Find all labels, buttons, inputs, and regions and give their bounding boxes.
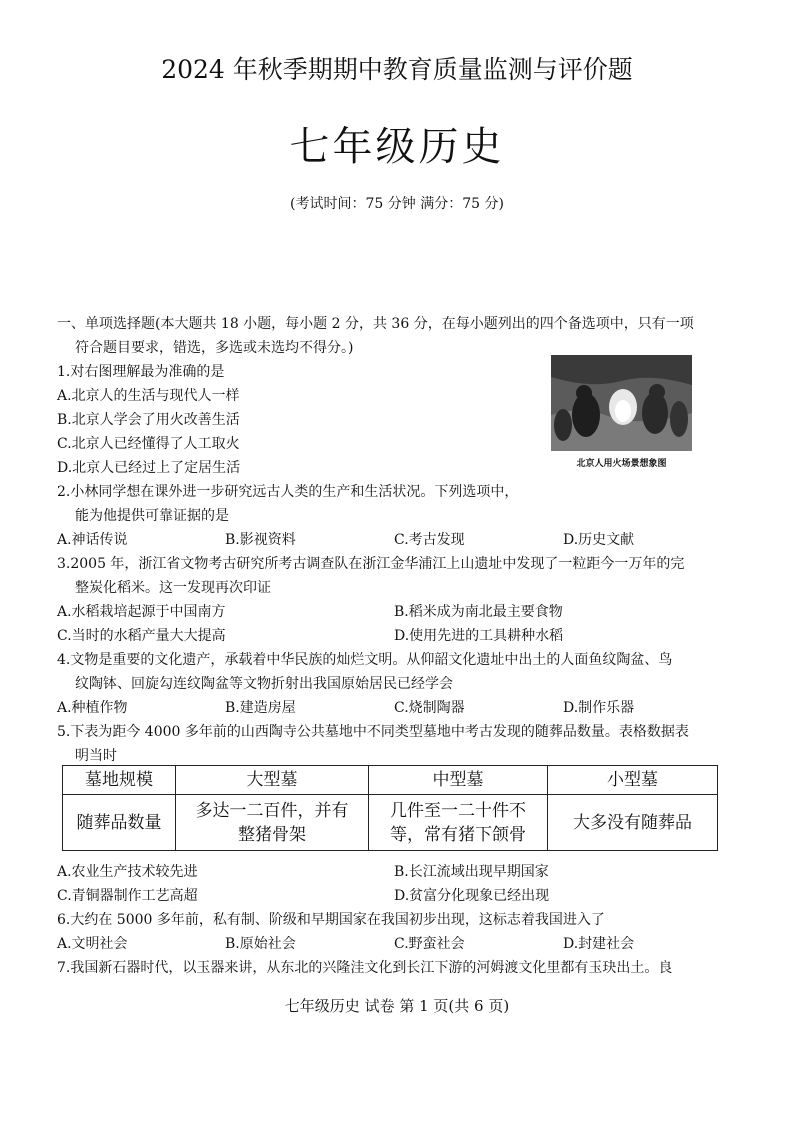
question-option: D.封建社会 (563, 936, 635, 952)
burial-goods-table (62, 765, 718, 851)
peking-man-fire-illustration (551, 355, 692, 451)
table-header: 小型墓 (548, 766, 718, 795)
table-cell (369, 795, 548, 851)
table-row-label: 随葬品数量 (63, 795, 176, 851)
question-option: B.北京人学会了用火改善生活 (57, 412, 240, 428)
figure-caption: 北京人用火场景想象图 (576, 459, 667, 469)
question-stem-cont: 整炭化稻米。这一发现再次印证 (75, 580, 271, 596)
question-option: A.农业生产技术较先进 (57, 864, 198, 880)
question-option: C.北京人已经懂得了人工取火 (57, 436, 240, 452)
question-option: A.种植作物 (57, 700, 128, 716)
question-option: B.稻米成为南北最主要食物 (394, 604, 563, 620)
question-option: D.历史文献 (563, 532, 635, 548)
table-header: 中型墓 (369, 766, 548, 795)
question-option: A.水稻栽培起源于中国南方 (57, 604, 226, 620)
exam-info: (考试时间：75 分钟 满分：75 分) (290, 196, 504, 212)
question-stem-cont: 纹陶钵、回旋勾连纹陶盆等文物折射出我国原始居民已经学会 (75, 676, 453, 692)
section-instruction-cont: 符合题目要求，错选，多选或未选均不得分。) (75, 340, 354, 356)
question-option: B.原始社会 (225, 936, 296, 952)
question-option: D.使用先进的工具耕种水稻 (394, 628, 564, 644)
question-stem: 1.对右图理解最为准确的是 (57, 364, 225, 380)
table-cell-line: 多达一二百件，并有 (195, 800, 349, 821)
question-stem: 5.下表为距今 4000 多年前的山西陶寺公共墓地中不同类型墓地中考古发现的随葬品数量。表格数据表 (57, 724, 689, 740)
table-cell-line: 几件至一二十件不 (390, 800, 526, 821)
question-option: C.考古发现 (394, 532, 465, 548)
page-footer: 七年级历史 试卷 第 1 页(共 6 页) (284, 997, 510, 1015)
question-stem: 6.大约在 5000 多年前，私有制、阶级和早期国家在我国初步出现，这标志着我国进入了 (57, 912, 605, 928)
table-header: 大型墓 (176, 766, 369, 795)
question-option: B.影视资料 (225, 532, 296, 548)
table-cell-line: 整猪骨架 (238, 824, 306, 845)
question-option: D.制作乐器 (563, 700, 635, 716)
table-cell (176, 795, 369, 851)
question-option: C.青铜器制作工艺高超 (57, 888, 198, 904)
table-cell: 大多没有随葬品 (548, 795, 718, 851)
exam-title: 2024 年秋季期期中教育质量监测与评价题 (161, 55, 633, 84)
question-option: D.北京人已经过上了定居生活 (57, 460, 241, 476)
question-option: B.建造房屋 (225, 700, 296, 716)
question-option: C.烧制陶器 (394, 700, 465, 716)
table-header: 墓地规模 (63, 766, 176, 795)
question-stem: 7.我国新石器时代，以玉器来讲，从东北的兴隆洼文化到长江下游的河姆渡文化里都有玉玦出土。良 (57, 960, 673, 976)
question-stem-cont: 能为他提供可靠证据的是 (75, 508, 229, 524)
subject-title: 七年级历史 (289, 124, 505, 170)
table-cell-line: 等，常有猪下颌骨 (390, 824, 526, 845)
question-option: A.北京人的生活与现代人一样 (57, 388, 240, 404)
section-instruction: 一、单项选择题(本大题共 18 小题，每小题 2 分，共 36 分，在每小题列出的四个备选项中，只有一项 (57, 316, 694, 332)
question-stem: 2.小林同学想在课外进一步研究远古人类的生产和生活状况。下列选项中， (57, 484, 519, 500)
question-option: A.神话传说 (57, 532, 128, 548)
question-option: A.文明社会 (57, 936, 128, 952)
question-option: C.当时的水稻产量大大提高 (57, 628, 226, 644)
question-stem: 3.2005 年，浙江省文物考古研究所考古调查队在浙江金华浦江上山遗址中发现了一粒距今一万年的完 (57, 556, 685, 572)
question-option: C.野蛮社会 (394, 936, 465, 952)
question-option: D.贫富分化现象已经出现 (394, 888, 550, 904)
question-stem-cont: 明当时 (75, 748, 117, 764)
question-option: B.长江流域出现早期国家 (394, 864, 549, 880)
question-stem: 4.文物是重要的文化遗产，承载着中华民族的灿烂文明。从仰韶文化遗址中出土的人面鱼纹陶盆、鸟 (57, 652, 673, 668)
